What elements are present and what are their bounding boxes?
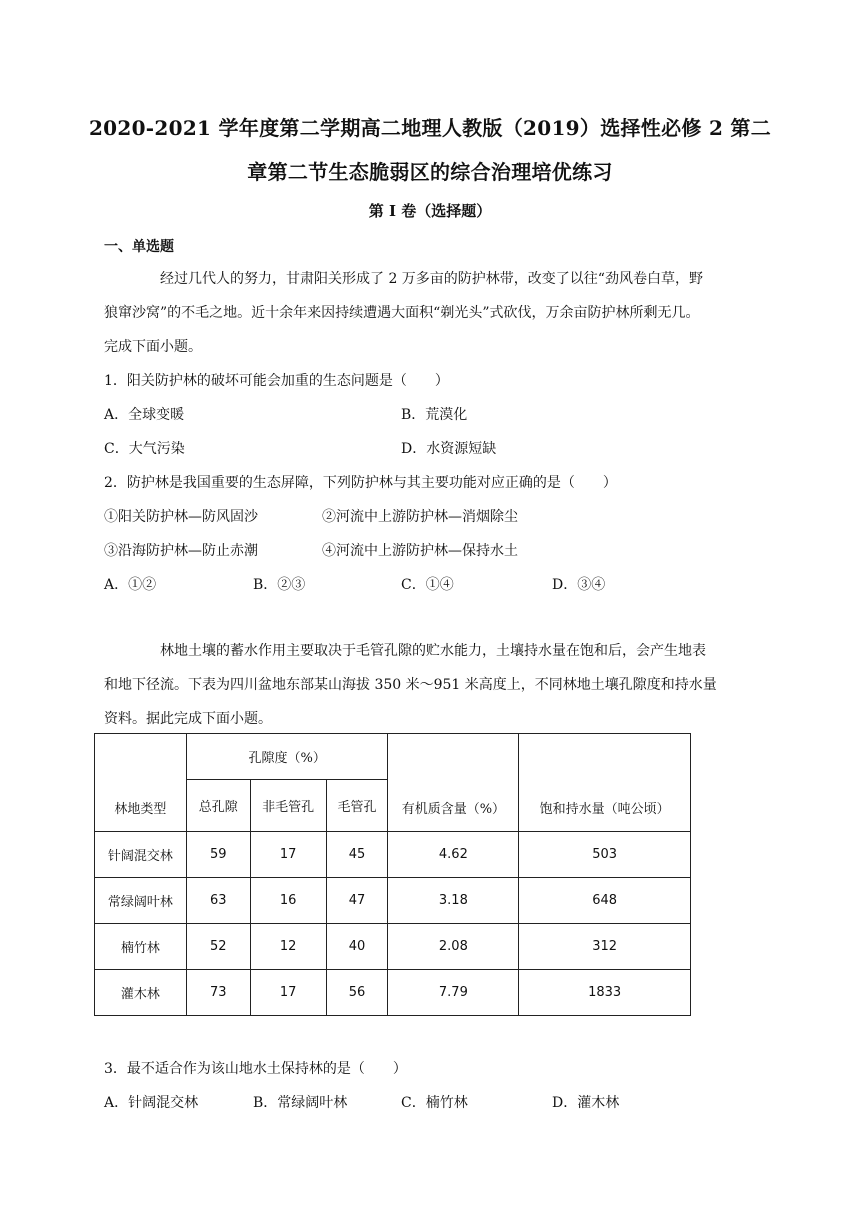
passage1-line: 狼窜沙窝”的不毛之地。近十余年来因持续遭遇大面积“剃光头”式砍伐，万余亩防护林所剩无几。: [104, 305, 700, 321]
q2-option-d: D．③④: [552, 577, 606, 593]
table-cell: 56: [326, 970, 388, 1016]
passage1-line: 完成下面小题。: [104, 339, 202, 355]
table-cell-type: 灌木林: [95, 970, 187, 1016]
q3-option-d: D．灌木林: [552, 1095, 620, 1111]
q1-option-c: C．大气污染: [104, 441, 185, 457]
table-cell: 47: [326, 878, 388, 924]
q2-option-b: B．②③: [253, 577, 306, 593]
q2-item-2: ②河流中上游防护林—消烟除尘: [322, 509, 518, 525]
volume-heading: 第 I 卷（选择题）: [368, 202, 492, 220]
q3-option-a: A．针阔混交林: [104, 1095, 199, 1111]
table-cell: 16: [250, 878, 326, 924]
header-porosity-group: 孔隙度（%）: [186, 734, 388, 780]
table-cell: 73: [186, 970, 250, 1016]
header-total-porosity: 总孔隙: [186, 780, 250, 832]
q1-option-a: A．全球变暖: [104, 407, 185, 423]
q2-item-3: ③沿海防护林—防止赤潮: [104, 543, 258, 559]
passage2-line: 资料。据此完成下面小题。: [104, 711, 272, 727]
header-noncapillary: 非毛管孔: [250, 780, 326, 832]
table-cell: 503: [519, 832, 691, 878]
table-cell: 17: [250, 832, 326, 878]
header-saturated-water: 饱和持水量（吨公顷）: [519, 734, 691, 832]
table-row: [95, 924, 691, 970]
passage2-line: 和地下径流。下表为四川盆地东部某山海拔 350 米～951 米高度上，不同林地土壤孔隙度和持水量: [104, 677, 717, 693]
table-cell: 17: [250, 970, 326, 1016]
q2-option-a: A．①②: [104, 577, 157, 593]
question-2-stem: 2．防护林是我国重要的生态屏障，下列防护林与其主要功能对应正确的是（ ）: [104, 475, 617, 491]
table-cell: 3.18: [388, 878, 519, 924]
q1-option-b: B．荒漠化: [401, 407, 468, 423]
table-row: [95, 970, 691, 1016]
table-cell: 312: [519, 924, 691, 970]
table-row: [95, 832, 691, 878]
table-cell: 7.79: [388, 970, 519, 1016]
table-cell: 59: [186, 832, 250, 878]
table-cell: 12: [250, 924, 326, 970]
table-cell: 40: [326, 924, 388, 970]
q2-item-1: ①阳关防护林—防风固沙: [104, 509, 258, 525]
passage1-line: 经过几代人的努力，甘肃阳关形成了 2 万多亩的防护林带，改变了以往“劲风卷白草，野: [160, 271, 703, 287]
q3-option-c: C．楠竹林: [401, 1095, 468, 1111]
table-cell-type: 常绿阔叶林: [95, 878, 187, 924]
section-heading: 一、单选题: [104, 239, 174, 255]
table-cell: 2.08: [388, 924, 519, 970]
header-forest-type: 林地类型: [95, 734, 187, 832]
q2-option-c: C．①④: [401, 577, 454, 593]
table-row: [95, 878, 691, 924]
q3-option-b: B．常绿阔叶林: [253, 1095, 348, 1111]
header-organic-content: 有机质含量（%）: [388, 734, 519, 832]
table-cell-type: 针阔混交林: [95, 832, 187, 878]
table-cell: 648: [519, 878, 691, 924]
table-cell: 63: [186, 878, 250, 924]
q2-item-4: ④河流中上游防护林—保持水土: [322, 543, 518, 559]
q1-option-d: D．水资源短缺: [401, 441, 497, 457]
table-cell: 45: [326, 832, 388, 878]
question-3-stem: 3．最不适合作为该山地水土保持林的是（ ）: [104, 1061, 407, 1077]
table-cell-type: 楠竹林: [95, 924, 187, 970]
table-cell: 4.62: [388, 832, 519, 878]
soil-porosity-table: [94, 733, 691, 1016]
passage2-line: 林地土壤的蓄水作用主要取决于毛管孔隙的贮水能力，土壤持水量在饱和后，会产生地表: [160, 643, 706, 659]
table-cell: 1833: [519, 970, 691, 1016]
question-1-stem: 1．阳关防护林的破坏可能会加重的生态问题是（ ）: [104, 373, 449, 389]
document-title-line-2: 章第二节生态脆弱区的综合治理培优练习: [247, 160, 613, 184]
document-title-line-1: 2020-2021 学年度第二学期高二地理人教版（2019）选择性必修 2 第二: [88, 116, 772, 140]
table-cell: 52: [186, 924, 250, 970]
header-capillary: 毛管孔: [326, 780, 388, 832]
